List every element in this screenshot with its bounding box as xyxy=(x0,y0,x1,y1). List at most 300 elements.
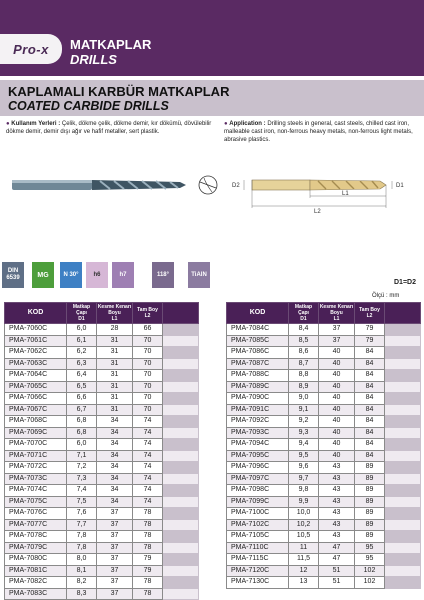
cell-l2: 89 xyxy=(355,531,385,543)
cell-l2: 84 xyxy=(355,427,385,439)
cell-kod: PMA-7071C xyxy=(5,450,67,462)
cell-kod: PMA-7089C xyxy=(227,381,289,393)
cell-d1: 6,1 xyxy=(67,335,97,347)
cell-l1: 34 xyxy=(97,462,133,474)
col-d1-label: Matkap Çapı xyxy=(294,304,313,316)
cell-blank xyxy=(163,393,199,405)
table-row xyxy=(5,439,199,451)
cell-d1: 9,8 xyxy=(289,485,319,497)
cell-blank xyxy=(163,335,199,347)
col-kod: KOD xyxy=(227,303,289,324)
cell-l1: 34 xyxy=(97,427,133,439)
table-row xyxy=(5,473,199,485)
cell-d1: 8,3 xyxy=(67,588,97,600)
cell-d1: 7,8 xyxy=(67,542,97,554)
cell-kod: PMA-7075C xyxy=(5,496,67,508)
cell-blank xyxy=(385,577,421,589)
cell-l1: 31 xyxy=(97,347,133,359)
cell-l1: 47 xyxy=(319,542,355,554)
cell-d1: 9,9 xyxy=(289,496,319,508)
cell-blank xyxy=(385,324,421,336)
cell-d1: 10,2 xyxy=(289,519,319,531)
cell-blank xyxy=(385,347,421,359)
cell-blank xyxy=(385,439,421,451)
cell-kod: PMA-7076C xyxy=(5,508,67,520)
table-header-row xyxy=(227,303,421,324)
cell-l1: 40 xyxy=(319,347,355,359)
diameter-tolerance-badge: h7 xyxy=(112,262,134,288)
cell-l1: 31 xyxy=(97,358,133,370)
col-l2 xyxy=(355,303,385,324)
cell-kod: PMA-7068C xyxy=(5,416,67,428)
col-l2-sym: L2 xyxy=(144,313,151,319)
table-row xyxy=(5,324,199,336)
cell-d1: 7,2 xyxy=(67,462,97,474)
table-row xyxy=(227,416,421,428)
cell-kod: PMA-7084C xyxy=(227,324,289,336)
cell-blank xyxy=(163,565,199,577)
cell-l1: 40 xyxy=(319,393,355,405)
table-row xyxy=(5,519,199,531)
cell-blank xyxy=(385,416,421,428)
col-l1 xyxy=(97,303,133,324)
cell-kod: PMA-7096C xyxy=(227,462,289,474)
cell-l1: 43 xyxy=(319,508,355,520)
cell-blank xyxy=(385,450,421,462)
cell-d1: 9,4 xyxy=(289,439,319,451)
cell-l1: 31 xyxy=(97,404,133,416)
cell-kod: PMA-7077C xyxy=(5,519,67,531)
spec-table-left xyxy=(4,302,199,600)
label-d2: D2 xyxy=(232,183,240,189)
cell-kod: PMA-7102C xyxy=(227,519,289,531)
product-title-tr: KAPLAMALI KARBÜR MATKAPLAR xyxy=(8,84,230,99)
cell-kod: PMA-7082C xyxy=(5,577,67,589)
label-l2: L2 xyxy=(314,209,321,215)
cell-d1: 8,8 xyxy=(289,370,319,382)
cell-l2: 102 xyxy=(355,577,385,589)
cell-l2: 84 xyxy=(355,439,385,451)
cell-d1: 9,2 xyxy=(289,416,319,428)
cell-blank xyxy=(163,358,199,370)
table-row xyxy=(227,496,421,508)
cell-l1: 31 xyxy=(97,381,133,393)
table-row xyxy=(227,485,421,497)
cell-blank xyxy=(163,496,199,508)
cell-l2: 79 xyxy=(355,335,385,347)
cell-l2: 89 xyxy=(355,485,385,497)
table-row xyxy=(5,496,199,508)
cell-kod: PMA-7086C xyxy=(227,347,289,359)
cell-kod: PMA-7110C xyxy=(227,542,289,554)
cell-kod: PMA-7081C xyxy=(5,565,67,577)
table-row xyxy=(5,462,199,474)
header-banner xyxy=(0,0,424,76)
cell-l1: 40 xyxy=(319,439,355,451)
cell-l2: 78 xyxy=(133,577,163,589)
cell-l2: 84 xyxy=(355,416,385,428)
point-angle-badge: 118° xyxy=(152,262,174,288)
cell-kod: PMA-7083C xyxy=(5,588,67,600)
usage-tr xyxy=(6,120,221,136)
cell-l2: 74 xyxy=(133,496,163,508)
cell-l1: 40 xyxy=(319,381,355,393)
cell-kod: PMA-7065C xyxy=(5,381,67,393)
cell-d1: 11,5 xyxy=(289,554,319,566)
usage-tr-label: Kullanım Yerleri : xyxy=(11,121,61,127)
cell-l1: 37 xyxy=(97,508,133,520)
cell-l2: 84 xyxy=(355,370,385,382)
cell-blank xyxy=(163,370,199,382)
cell-d1: 7,7 xyxy=(67,519,97,531)
cell-l1: 37 xyxy=(97,542,133,554)
table-row xyxy=(227,542,421,554)
coating-badge: TiAlN xyxy=(188,262,210,288)
cell-d1: 6,4 xyxy=(67,370,97,382)
cell-kod: PMA-7120C xyxy=(227,565,289,577)
cell-d1: 6,3 xyxy=(67,358,97,370)
cell-d1: 9,0 xyxy=(289,393,319,405)
cell-blank xyxy=(385,485,421,497)
cell-l2: 79 xyxy=(355,324,385,336)
col-l2-sym: L2 xyxy=(366,313,373,319)
col-l1-sym: L1 xyxy=(111,316,118,322)
cell-d1: 10,5 xyxy=(289,531,319,543)
cell-d1: 8,7 xyxy=(289,358,319,370)
cell-l1: 43 xyxy=(319,496,355,508)
table-row xyxy=(227,324,421,336)
cell-kod: PMA-7063C xyxy=(5,358,67,370)
cell-kod: PMA-7067C xyxy=(5,404,67,416)
col-blank xyxy=(385,303,421,324)
cell-d1: 6,0 xyxy=(67,324,97,336)
din-badge: DIN 6539 xyxy=(2,262,24,288)
cell-kod: PMA-7099C xyxy=(227,496,289,508)
bullet-icon: ● xyxy=(224,121,228,127)
cell-kod: PMA-7097C xyxy=(227,473,289,485)
cell-kod: PMA-7091C xyxy=(227,404,289,416)
col-l1 xyxy=(319,303,355,324)
drill-photo xyxy=(12,180,186,190)
cell-blank xyxy=(385,335,421,347)
cell-d1: 6,2 xyxy=(67,347,97,359)
cell-d1: 9,7 xyxy=(289,473,319,485)
cell-kod: PMA-7115C xyxy=(227,554,289,566)
cell-kod: PMA-7094C xyxy=(227,439,289,451)
cell-l1: 43 xyxy=(319,519,355,531)
cell-kod: PMA-7130C xyxy=(227,577,289,589)
cell-l2: 74 xyxy=(133,439,163,451)
cell-l2: 89 xyxy=(355,508,385,520)
cell-blank xyxy=(163,462,199,474)
cell-l1: 40 xyxy=(319,427,355,439)
cell-kod: PMA-7073C xyxy=(5,473,67,485)
cell-l1: 43 xyxy=(319,531,355,543)
cell-kod: PMA-7062C xyxy=(5,347,67,359)
cell-d1: 6,0 xyxy=(67,439,97,451)
cell-l2: 70 xyxy=(133,393,163,405)
table-row xyxy=(227,358,421,370)
cell-l1: 37 xyxy=(97,554,133,566)
cell-d1: 8,5 xyxy=(289,335,319,347)
cell-kod: PMA-7095C xyxy=(227,450,289,462)
cell-blank xyxy=(163,416,199,428)
usage-en-label: Application : xyxy=(229,121,266,127)
cell-d1: 8,1 xyxy=(67,565,97,577)
cell-kod: PMA-7079C xyxy=(5,542,67,554)
cell-d1: 13 xyxy=(289,577,319,589)
cell-l2: 89 xyxy=(355,473,385,485)
table-row xyxy=(227,519,421,531)
cell-blank xyxy=(385,519,421,531)
cell-l2: 84 xyxy=(355,450,385,462)
col-l2 xyxy=(133,303,163,324)
table-row xyxy=(5,416,199,428)
table-row xyxy=(5,404,199,416)
feature-badges xyxy=(2,262,422,288)
cell-d1: 6,8 xyxy=(67,416,97,428)
cell-l1: 28 xyxy=(97,324,133,336)
cell-l1: 37 xyxy=(97,519,133,531)
table-row xyxy=(227,335,421,347)
cell-d1: 8,4 xyxy=(289,324,319,336)
cell-l2: 70 xyxy=(133,347,163,359)
cell-l1: 34 xyxy=(97,496,133,508)
cell-d1: 6,5 xyxy=(67,381,97,393)
cell-l1: 40 xyxy=(319,370,355,382)
table-row xyxy=(227,565,421,577)
cell-d1: 11 xyxy=(289,542,319,554)
cell-blank xyxy=(163,554,199,566)
cell-l1: 51 xyxy=(319,577,355,589)
cell-blank xyxy=(163,404,199,416)
cell-blank xyxy=(163,439,199,451)
drill-diagram xyxy=(0,160,424,250)
cell-l1: 51 xyxy=(319,565,355,577)
bullet-icon: ● xyxy=(6,121,10,127)
cell-blank xyxy=(385,404,421,416)
cell-blank xyxy=(163,519,199,531)
table-row xyxy=(5,565,199,577)
cell-l1: 34 xyxy=(97,439,133,451)
cell-l1: 40 xyxy=(319,416,355,428)
table-row xyxy=(5,347,199,359)
cell-blank xyxy=(163,324,199,336)
cell-l2: 84 xyxy=(355,347,385,359)
table-row xyxy=(5,531,199,543)
table-row xyxy=(227,450,421,462)
cell-blank xyxy=(163,485,199,497)
cell-l2: 70 xyxy=(133,381,163,393)
col-d1 xyxy=(289,303,319,324)
cell-d1: 8,2 xyxy=(67,577,97,589)
product-title-en: COATED CARBIDE DRILLS xyxy=(8,99,169,113)
col-kod: KOD xyxy=(5,303,67,324)
table-header-row xyxy=(5,303,199,324)
cell-l2: 78 xyxy=(133,542,163,554)
cell-kod: PMA-7088C xyxy=(227,370,289,382)
cell-l2: 89 xyxy=(355,462,385,474)
cell-blank xyxy=(385,554,421,566)
col-l1-sym: L1 xyxy=(333,316,340,322)
cell-blank xyxy=(385,370,421,382)
cell-kod: PMA-7100C xyxy=(227,508,289,520)
cell-l1: 43 xyxy=(319,462,355,474)
table-row xyxy=(5,358,199,370)
cell-d1: 10,0 xyxy=(289,508,319,520)
table-row xyxy=(5,577,199,589)
cell-kod: PMA-7093C xyxy=(227,427,289,439)
cell-d1: 12 xyxy=(289,565,319,577)
cell-d1: 9,5 xyxy=(289,450,319,462)
table-row xyxy=(227,370,421,382)
cell-blank xyxy=(163,542,199,554)
table-row xyxy=(227,347,421,359)
col-d1-label: Matkap Çapı xyxy=(72,304,91,316)
cell-l2: 78 xyxy=(133,508,163,520)
table-row xyxy=(227,473,421,485)
cell-l1: 31 xyxy=(97,393,133,405)
spec-table-right xyxy=(226,302,421,589)
cell-kod: PMA-7064C xyxy=(5,370,67,382)
cell-blank xyxy=(163,508,199,520)
cell-l1: 43 xyxy=(319,473,355,485)
cell-blank xyxy=(385,508,421,520)
cell-kod: PMA-7061C xyxy=(5,335,67,347)
cell-l2: 79 xyxy=(133,554,163,566)
table-row xyxy=(5,370,199,382)
cell-blank xyxy=(163,577,199,589)
cell-kod: PMA-7085C xyxy=(227,335,289,347)
table-row xyxy=(227,439,421,451)
cell-blank xyxy=(385,462,421,474)
cell-blank xyxy=(385,565,421,577)
unit-note: Ölçü : mm xyxy=(372,293,400,299)
cell-l2: 74 xyxy=(133,473,163,485)
cell-l2: 89 xyxy=(355,519,385,531)
usage-en xyxy=(224,120,420,144)
cell-l1: 37 xyxy=(97,588,133,600)
col-l1-label: Kesme Kenarı Boyu xyxy=(97,304,132,316)
cell-kod: PMA-7087C xyxy=(227,358,289,370)
cell-blank xyxy=(163,347,199,359)
table-row xyxy=(5,588,199,600)
cell-l1: 34 xyxy=(97,485,133,497)
cell-l2: 84 xyxy=(355,393,385,405)
cell-d1: 6,8 xyxy=(67,427,97,439)
table-row xyxy=(5,450,199,462)
cell-l1: 40 xyxy=(319,358,355,370)
cell-l2: 84 xyxy=(355,381,385,393)
col-l2-label: Tam Boy xyxy=(137,307,158,313)
label-d1: D1 xyxy=(396,183,404,189)
header-title: MATKAPLAR xyxy=(70,37,152,52)
cell-l2: 70 xyxy=(133,404,163,416)
cell-blank xyxy=(385,531,421,543)
table-row xyxy=(5,381,199,393)
cell-l2: 66 xyxy=(133,324,163,336)
cell-l1: 34 xyxy=(97,450,133,462)
cell-l2: 78 xyxy=(133,519,163,531)
table-row xyxy=(227,577,421,589)
table-row xyxy=(227,554,421,566)
cell-l1: 40 xyxy=(319,450,355,462)
cell-d1: 7,4 xyxy=(67,485,97,497)
cell-blank xyxy=(385,381,421,393)
table-row xyxy=(227,508,421,520)
table-row xyxy=(227,531,421,543)
cell-l2: 95 xyxy=(355,554,385,566)
cell-kod: PMA-7092C xyxy=(227,416,289,428)
cell-l1: 31 xyxy=(97,370,133,382)
table-row xyxy=(5,508,199,520)
cell-l2: 70 xyxy=(133,370,163,382)
cell-l2: 84 xyxy=(355,358,385,370)
drill-drawing xyxy=(232,180,404,215)
cell-l2: 74 xyxy=(133,485,163,497)
col-l2-label: Tam Boy xyxy=(359,307,380,313)
cell-blank xyxy=(163,588,199,600)
cell-l1: 47 xyxy=(319,554,355,566)
table-row xyxy=(227,381,421,393)
table-row xyxy=(227,404,421,416)
cell-l1: 31 xyxy=(97,335,133,347)
cell-d1: 6,7 xyxy=(67,404,97,416)
helix-angle-badge: N 30° xyxy=(60,262,82,288)
spec-table-right-body xyxy=(227,324,421,589)
cell-d1: 8,6 xyxy=(289,347,319,359)
cell-l1: 37 xyxy=(319,335,355,347)
mg-badge: MG xyxy=(32,262,54,288)
cell-kod: PMA-7060C xyxy=(5,324,67,336)
cell-d1: 7,8 xyxy=(67,531,97,543)
brand-logo-text: Pro-x xyxy=(13,41,49,57)
cell-d1: 9,3 xyxy=(289,427,319,439)
shank-tolerance-badge: h6 xyxy=(86,262,108,288)
drill-tip-view xyxy=(199,176,217,194)
cell-kod: PMA-7069C xyxy=(5,427,67,439)
col-l1-label: Kesme Kenarı Boyu xyxy=(319,304,354,316)
cell-l2: 70 xyxy=(133,358,163,370)
cell-l2: 74 xyxy=(133,450,163,462)
cell-d1: 6,6 xyxy=(67,393,97,405)
cell-l2: 74 xyxy=(133,416,163,428)
cell-blank xyxy=(163,427,199,439)
cell-d1: 9,6 xyxy=(289,462,319,474)
cell-d1: 8,9 xyxy=(289,381,319,393)
cell-kod: PMA-7074C xyxy=(5,485,67,497)
col-d1-sym: D1 xyxy=(300,316,307,322)
cell-blank xyxy=(385,496,421,508)
cell-l2: 74 xyxy=(133,462,163,474)
cell-l1: 37 xyxy=(97,565,133,577)
cell-blank xyxy=(385,427,421,439)
header-subtitle: DRILLS xyxy=(70,52,117,67)
cell-blank xyxy=(385,473,421,485)
table-row xyxy=(5,393,199,405)
cell-kod: PMA-7072C xyxy=(5,462,67,474)
cell-d1: 7,5 xyxy=(67,496,97,508)
cell-l2: 95 xyxy=(355,542,385,554)
cell-l2: 84 xyxy=(355,404,385,416)
cell-l2: 70 xyxy=(133,335,163,347)
cell-l2: 78 xyxy=(133,531,163,543)
cell-blank xyxy=(385,393,421,405)
cell-l2: 79 xyxy=(133,565,163,577)
cell-blank xyxy=(385,542,421,554)
cell-kod: PMA-7098C xyxy=(227,485,289,497)
usage-tr-text: Çelik, dökme çelik, dökme demir, kır dökümü, dövülebilir dökme demir, demir dışı ağır ve hafif metaller, sert plastik. xyxy=(6,121,212,135)
